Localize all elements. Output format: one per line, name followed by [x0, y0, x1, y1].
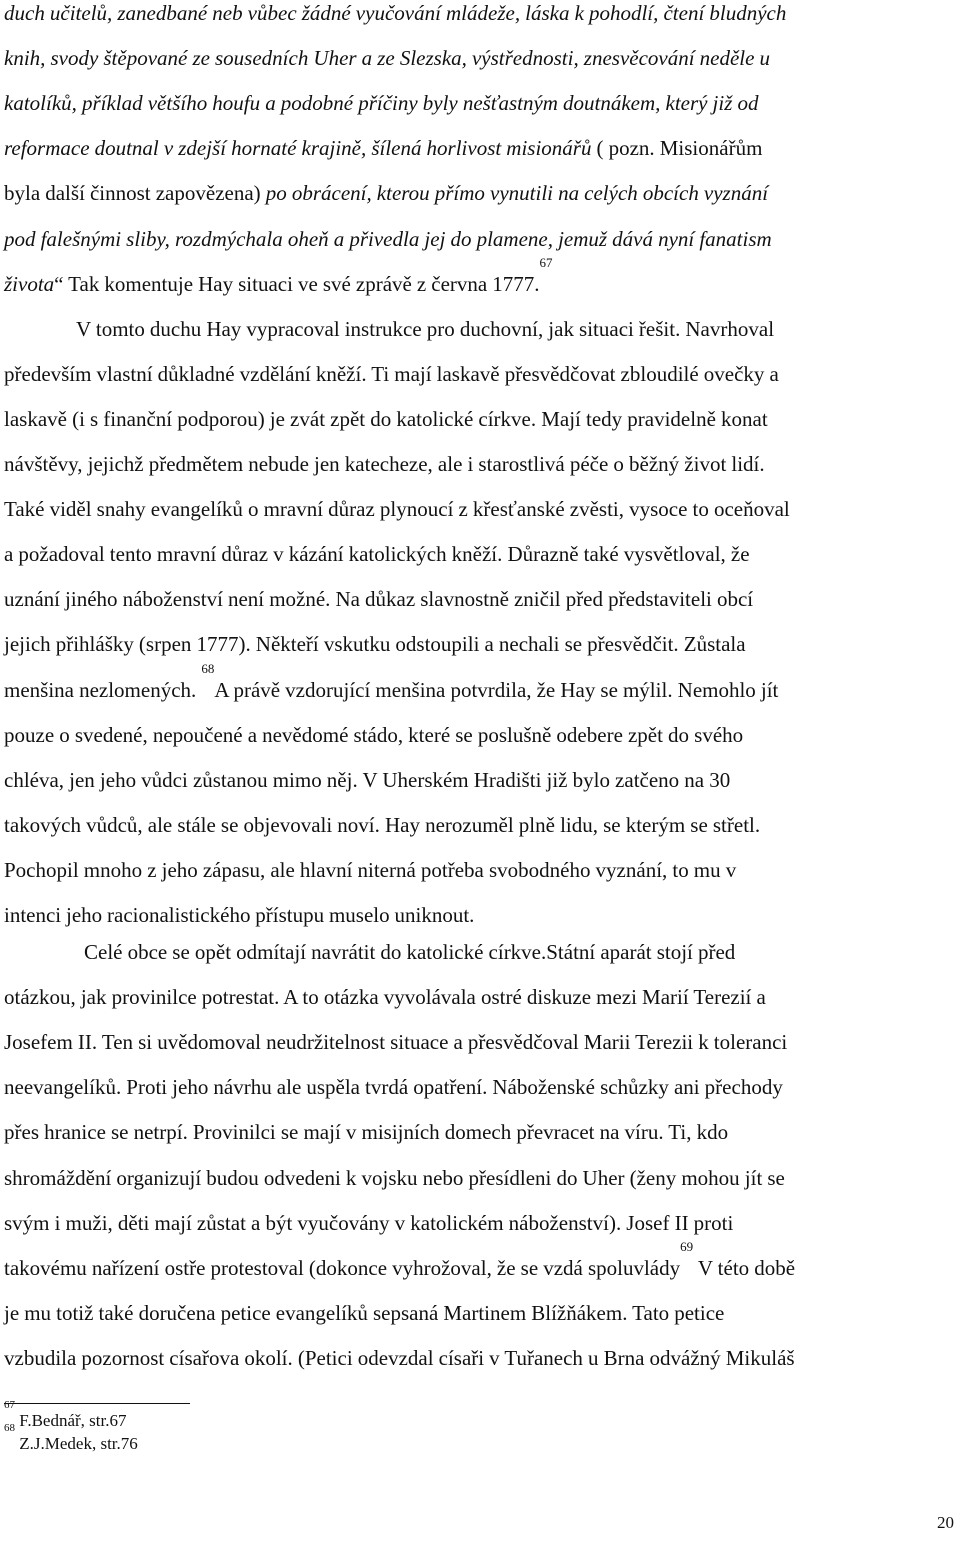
text-line	[4, 1117, 960, 1147]
footnote-number: 68	[4, 1422, 15, 1434]
text-run: uznání jiného náboženství není možné. Na důkaz slavnostně zničil před představiteli obcí	[4, 587, 754, 612]
text-line	[4, 660, 960, 705]
text-run: otázkou, jak provinilce potrestat. A to otázka vyvolávala ostré diskuze mezi Marií Terezií a	[4, 985, 766, 1010]
footnote-ref: 68	[201, 660, 215, 676]
text-line	[4, 88, 960, 118]
text-run: vzbudila pozornost císařova okolí. (Petici odevzdal císaři v Tuřanech u Brna odvážný Mikuláš	[4, 1345, 795, 1370]
text-line	[4, 629, 960, 659]
page-number: 20	[937, 1513, 954, 1532]
text-run: A právě vzdorující menšina potvrdila, že Hay se mýlil. Nemohlo jít	[214, 677, 779, 702]
text-line	[4, 1343, 960, 1373]
text-run: především vlastní důkladné vzdělání kněží. Ti mají laskavě přesvědčovat zbloudilé ovečky a	[4, 361, 779, 386]
footnote-number: 67	[4, 1399, 15, 1411]
text-line	[4, 900, 960, 930]
text-line	[4, 1027, 960, 1057]
text-run: ( pozn. Misionářům	[591, 136, 763, 161]
text-run: Pochopil mnoho z jeho zápasu, ale hlavní niterná potřeba svobodného vyznání, to mu v	[4, 857, 737, 882]
text-run: “ Tak komentuje Hay situaci ve své zprávě z června 1777.	[54, 271, 540, 296]
text-line	[4, 449, 960, 479]
footnote-ref: 69	[680, 1238, 694, 1254]
text-run: chléva, jen jeho vůdci zůstanou mimo něj. V Uherském Hradišti již bylo zatčeno na 30	[4, 767, 731, 792]
text-run: Josefem II. Ten si uvědomoval neudržitelnost situace a přesvědčoval Marii Terezii k toleranci	[4, 1030, 788, 1055]
text-run: a požadoval tento mravní důraz v kázání katolických kněží. Důrazně také vysvětloval, že	[4, 542, 750, 567]
text-line	[4, 0, 960, 28]
text-line	[4, 1163, 960, 1193]
text-run: Také viděl snahy evangelíků o mravní důraz plynoucí z křesťanské zvěsti, vysoce to oceňoval	[4, 497, 790, 522]
text-line	[4, 224, 960, 254]
text-line	[4, 1298, 960, 1328]
text-line	[4, 855, 960, 885]
text-run: reformace doutnal v zdejší hornaté krajině, šílená horlivost misionářů	[4, 136, 592, 161]
text-line	[4, 1238, 960, 1283]
text-run: Celé obce se opět odmítají navrátit do katolické církve.Státní aparát stojí před	[84, 940, 736, 964]
footnote-text: Z.J.Medek, str.76	[19, 1434, 138, 1453]
text-run: knih, svody štěpované ze sousedních Uher a ze Slezska, výstřednosti, znesvěcování neděle u	[4, 46, 771, 71]
text-line	[76, 314, 960, 344]
text-line	[4, 43, 960, 73]
text-run: takových vůdců, ale stále se objevovali noví. Hay nerozuměl plně lidu, se kterým se střetl.	[4, 812, 761, 837]
footnote-67	[4, 1399, 127, 1432]
text-run: menšina nezlomených.	[4, 677, 202, 702]
text-line	[4, 494, 960, 524]
text-line	[4, 720, 960, 750]
footnote-separator	[4, 1403, 190, 1404]
text-line	[4, 133, 960, 163]
text-run: takovému nařízení ostře protestoval (dokonce vyhrožoval, že se vzdá spoluvlády	[4, 1255, 681, 1280]
text-line	[4, 404, 960, 434]
text-line	[4, 178, 960, 208]
text-run: laskavě (i s finanční podporou) je zvát zpět do katolické církve. Mají tedy pravidelně konat	[4, 406, 768, 431]
footnote-text: F.Bednář, str.67	[19, 1411, 127, 1430]
text-line	[4, 359, 960, 389]
text-run: katolíků, příklad většího houfu a podobné příčiny byly nešťastným doutnákem, který již od	[4, 91, 759, 116]
text-line	[4, 584, 960, 614]
text-run: svým i muži, děti mají zůstat a být vyučovány v katolickém náboženství). Josef II proti	[4, 1210, 734, 1235]
text-line	[4, 1072, 960, 1102]
footnote-ref: 67	[539, 254, 553, 270]
text-line	[4, 982, 960, 1012]
text-run: jejich přihlášky (srpen 1777). Někteří vskutku odstoupili a nechali se přesvědčit. Zůstala	[4, 632, 746, 657]
text-run: V tomto duchu Hay vypracoval instrukce pro duchovní, jak situaci řešit. Navrhoval	[76, 316, 775, 341]
text-run: přes hranice se netrpí. Provinilci se mají v misijních domech převracet na víru. Ti, kdo	[4, 1120, 729, 1145]
text-line	[4, 1208, 960, 1238]
footnote-68	[4, 1422, 138, 1455]
text-line	[4, 539, 960, 569]
text-run: pouze o svedené, nepoučené a nevědomé stádo, které se poslušně odebere zpět do svého	[4, 722, 744, 747]
text-run: shromáždění organizují budou odvedeni k vojsku nebo přesídleni do Uher (ženy mohou jít se	[4, 1165, 785, 1190]
text-run: byla další činnost zapovězena)	[4, 181, 261, 206]
text-run: V této době	[693, 1255, 796, 1280]
text-line	[84, 937, 960, 967]
text-line	[4, 254, 960, 299]
text-run: duch učitelů, zanedbané neb vůbec žádné vyučování mládeže, láska k pohodlí, čtení bludných	[4, 1, 787, 25]
text-run: intenci jeho racionalistického přístupu muselo uniknout.	[4, 903, 475, 927]
text-run: pod falešnými sliby, rozdmýchala oheň a přivedla jej do plamene, jemuž dává nyní fanatism	[4, 226, 772, 251]
text-line	[4, 810, 960, 840]
text-run: je mu totiž také doručena petice evangelíků sepsaná Martinem Blížňákem. Tato petice	[4, 1300, 725, 1325]
text-run: návštěvy, jejichž předmětem nebude jen katecheze, ale i starostlivá péče o běžný život lidí.	[4, 452, 765, 476]
text-line	[4, 765, 960, 795]
text-run: po obrácení, kterou přímo vynutili na celých obcích vyznání	[260, 181, 769, 206]
text-run: neevangelíků. Proti jeho návrhu ale uspěla tvrdá opatření. Náboženské schůzky ani přechody	[4, 1075, 783, 1100]
text-run: života	[4, 271, 55, 296]
